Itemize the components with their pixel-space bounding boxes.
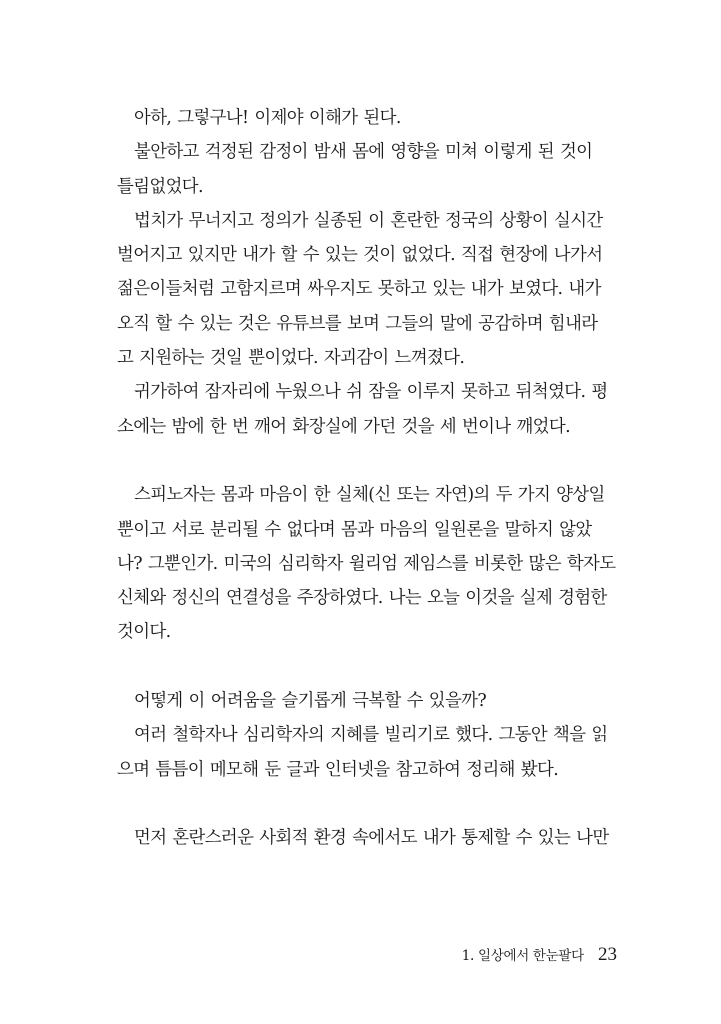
text-line: 소에는 밤에 한 번 깨어 화장실에 가던 것을 세 번이나 깨었다. [117,416,570,437]
text-line: 오직 할 수 있는 것은 유튜브를 보며 그들의 말에 공감하며 힘내라 [117,313,598,334]
text-line: 벌어지고 있지만 내가 할 수 있는 것이 없었다. 직접 현장에 나가서 [117,245,603,266]
text-line: 으며 틈틈이 메모해 둔 글과 인터넷을 참고하여 정리해 봤다. [117,759,559,780]
text-line: 먼저 혼란스러운 사회적 환경 속에서도 내가 통제할 수 있는 나만 [134,828,609,849]
text-line: 틀림없었다. [117,176,203,197]
text-line: 어떻게 이 어려움을 슬기롭게 극복할 수 있을까? [134,691,487,712]
body-text [117,101,617,856]
page-number: 23 [598,944,617,965]
text-line: 여러 철학자나 심리학자의 지혜를 빌리기로 했다. 그동안 책을 읽 [134,725,608,746]
text-line: 젊은이들처럼 고함지르며 싸우지도 못하고 있는 내가 보였다. 내가 [117,279,601,300]
text-line: 아하, 그렇구나! 이제야 이해가 된다. [134,108,401,128]
page-footer [462,944,617,966]
text-line: 것이다. [117,622,171,643]
text-line: 법치가 무너지고 정의가 실종된 이 혼란한 정국의 상황이 실시간 [134,210,603,231]
paragraph-gap [117,650,617,684]
text-line: 뿐이고 서로 분리될 수 없다며 몸과 마음의 일원론을 말하지 않았 [117,519,592,540]
paragraph-gap [117,787,617,821]
text-line: 스피노자는 몸과 마음이 한 실체(신 또는 자연)의 두 가지 양상일 [134,485,605,506]
text-line: 신체와 정신의 연결성을 주장하였다. 나는 오늘 이것을 실제 경험한 [117,588,607,609]
text-line: 불안하고 걱정된 감정이 밤새 몸에 영향을 미쳐 이렇게 된 것이 [134,142,593,163]
paragraph-gap [117,444,617,478]
running-footer-chapter: 1. 일상에서 한눈팔다 [461,948,584,964]
text-line: 귀가하여 잠자리에 누웠으나 쉬 잠을 이루지 못하고 뒤척였다. 평 [134,382,608,403]
text-line: 나? 그뿐인가. 미국의 심리학자 윌리엄 제임스를 비롯한 많은 학자도 [117,553,616,574]
text-line: 고 지원하는 것일 뿐이었다. 자괴감이 느껴졌다. [117,348,465,369]
